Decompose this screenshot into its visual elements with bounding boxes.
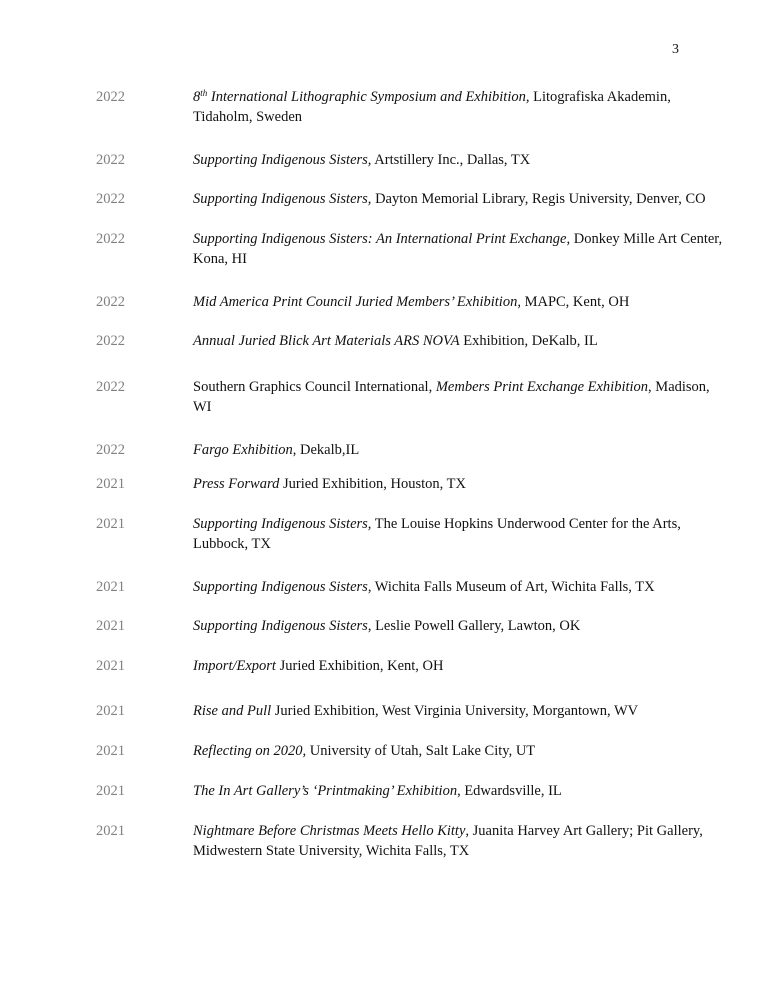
entry-description [193,440,723,460]
entry-title-text: Mid America Print Council Juried Members’ Exhibition, [193,294,521,310]
entry-title-text: Fargo Exhibition [193,442,293,458]
entry-description [193,701,723,721]
entry-title-text: Supporting Indigenous Sisters, [193,191,372,207]
entry-year: 2022 [96,294,125,310]
entry-year: 2021 [96,743,125,759]
entry-year: 2021 [96,516,125,532]
entry-description [193,741,723,761]
entry-description [193,781,723,801]
entry-text: , Wichita Falls Museum of Art, Wichita Falls, TX [367,579,655,595]
entry-year: 2021 [96,476,125,492]
entry-title-text: The In Art Gallery’s ‘Printmaking’ Exhibition [193,783,458,799]
entry-year: 2021 [96,783,125,799]
entry-text: Juried Exhibition, West Virginia University, Morgantown, WV [271,703,639,719]
entry-text: Dayton Memorial Library, Regis University, Denver, CO [371,191,706,207]
entry-title-text: Supporting Indigenous Sisters, [193,516,372,532]
entry-year: 2021 [96,579,125,595]
entry-description [193,87,723,127]
entry-description [193,189,723,209]
page-number: 3 [672,42,679,57]
entry-title-text: Supporting Indigenous Sisters, [193,152,372,168]
entry-title-text: Press Forward [193,476,280,492]
entry-year: 2021 [96,658,125,674]
entry-title-text: International Lithographic Symposium and Exhibition, [207,89,530,105]
entry-description [193,577,723,597]
entry-year: 2021 [96,823,125,839]
entry-text: Southern Graphics Council International, [193,379,436,395]
entry-title-text: Reflecting on 2020, [193,743,307,759]
entry-text: MAPC, Kent, OH [520,294,630,310]
entry-year: 2022 [96,333,125,349]
entry-text: , Dekalb,IL [292,442,360,458]
entry-year: 2022 [96,379,125,395]
entry-title-text: Rise and Pull [193,703,272,719]
entry-title-text: 8 [193,89,201,105]
entry-text: Juried Exhibition, Kent, OH [275,658,444,674]
entry-title-text: Supporting Indigenous Sisters: An International Print Exchange, [193,231,571,247]
entry-description [193,229,723,269]
entry-year: 2022 [96,152,125,168]
entry-text: , Edwardsville, IL [457,783,562,799]
entry-year: 2021 [96,618,125,634]
entry-title-text: Members Print Exchange Exhibition [435,379,649,395]
entry-description [193,331,723,351]
entry-description [193,377,723,417]
entry-year: 2022 [96,191,125,207]
entry-year: 2022 [96,89,125,105]
entry-description [193,616,723,636]
entry-title-text: Supporting Indigenous Sisters [193,579,368,595]
entry-year: 2021 [96,703,125,719]
entry-title-text: th [200,88,208,98]
entry-year: 2022 [96,442,125,458]
entry-text: , Madison, WI [193,379,710,415]
entry-text: Exhibition, DeKalb, IL [459,333,598,349]
entry-text: University of Utah, Salt Lake City, UT [306,743,536,759]
entry-description [193,292,723,312]
entry-year: 2022 [96,231,125,247]
entry-text: Donkey Mille Art Center, Kona, HI [193,231,723,267]
entry-text: , Leslie Powell Gallery, Lawton, OK [367,618,581,634]
entry-description [193,474,723,494]
entry-title-text: Import/Export [193,658,276,674]
entry-title-text: Supporting Indigenous Sisters [193,618,368,634]
entry-description [193,150,723,170]
entry-title-text: Nightmare Before Christmas Meets Hello Kitty [193,823,466,839]
entry-text: The Louise Hopkins Underwood Center for the Arts, Lubbock, TX [193,516,681,552]
entry-text: Litografiska Akademin, Tidaholm, Sweden [193,89,671,125]
entry-text: Artstillery Inc., Dallas, TX [371,152,531,168]
entry-title-text: Annual Juried Blick Art Materials ARS NOVA [193,333,460,349]
entry-description [193,514,723,554]
entry-text: Juried Exhibition, Houston, TX [279,476,466,492]
entry-description [193,656,723,676]
entry-description [193,821,723,861]
entry-text: , Juanita Harvey Art Gallery; Pit Gallery, Midwestern State University, Wichita Falls, TX [193,823,703,859]
